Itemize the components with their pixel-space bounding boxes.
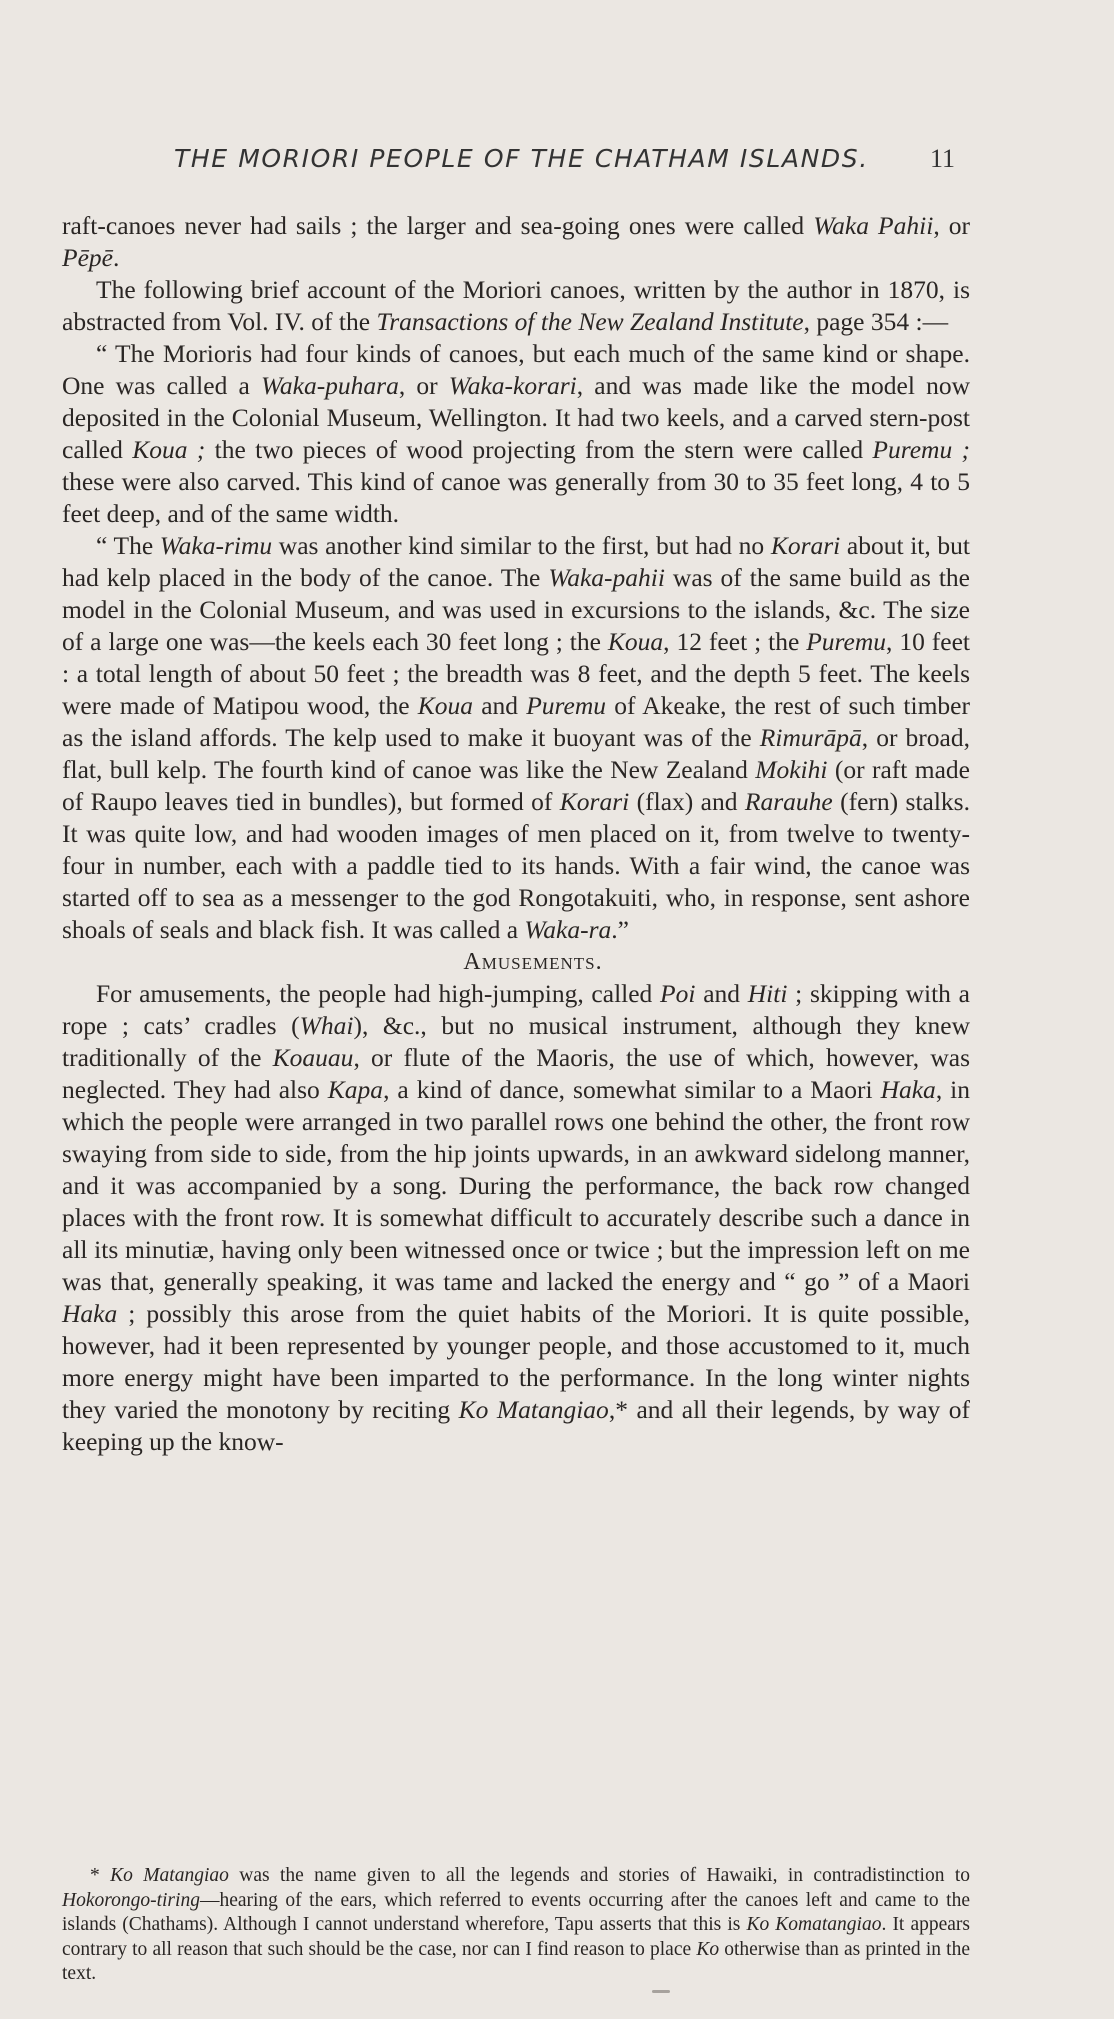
page-header <box>0 144 1114 180</box>
body-text <box>62 210 970 1458</box>
page-number: 11 <box>930 144 956 173</box>
running-title: THE MORIORI PEOPLE OF THE CHATHAM ISLANDS. <box>174 144 869 173</box>
section-heading: Amusements. <box>463 949 603 975</box>
ink-smudge <box>652 1990 670 1993</box>
footnote-text: * Ko Matangiao was the name given to all the legends and stories of Hawaiki, in contradistinction to Hokorongo-tiring—hearing of the ears, which referred to events occurring after the canoes left and came to the islands (Chathams). Although I cannot understand wherefore, Tapu asserts that this is Ko Komatangiao. It appears contrary to all reason that such should be the case, nor can I find reason to place Ko otherwise than as printed in the text. <box>62 1865 970 1984</box>
footnote <box>62 1864 970 1987</box>
paragraph-5: For amusements, the people had high-jumping, called Poi and Hiti ; skipping with a rope ; cats’ cradles (Whai), &c., but no musical instrument, although they knew traditionally of the Koauau, or flute of the Maoris, the use of which, however, was neglected. They had also Kapa, a kind of dance, somewhat similar to a Maori Haka, in which the people were arranged in two parallel rows one behind the other, the front row swaying from side to side, from the hip joints upwards, in an awkward sidelong manner, and it was accompanied by a song. During the performance, the back row changed places with the front row. It is somewhat difficult to accurately describe such a dance in all its minutiæ, having only been witnessed once or twice ; but the impression left on me was that, generally speaking, it was tame and lacked the energy and “ go ” of a Maori Haka ; possibly this arose from the quiet habits of the Moriori. It is quite possible, however, had it been represented by younger people, and those accustomed to it, much more energy might have been imparted to the performance. In the long winter nights they varied the monotony by reciting Ko Matangiao,* and all their legends, by way of keeping up the know- <box>62 979 971 1456</box>
paragraph-4: “ The Waka-rimu was another kind similar to the first, but had no Korari about it, but had kelp placed in the body of the canoe. The Waka-pahii was of the same build as the model in the Colonial Museum, and was used in excursions to the islands, &c. The size of a large one was—the keels each 30 feet long ; the Koua, 12 feet ; the Puremu, 10 feet : a total length of about 50 feet ; the breadth was 8 feet, and the depth 5 feet. The keels were made of Matipou wood, the Koua and Puremu of Akeake, the rest of such timber as the island affords. The kelp used to make it buoyant was of the Rimurāpā, or broad, flat, bull kelp. The fourth kind of canoe was like the New Zealand Mokihi (or raft made of Raupo leaves tied in bundles), but formed of Korari (flax) and Rarauhe (fern) stalks. It was quite low, and had wooden images of men placed on it, from twelve to twenty-four in number, each with a paddle tied to its hands. With a fair wind, the canoe was started off to sea as a messenger to the god Rongotakuiti, who, in response, sent ashore shoals of seals and black fish. It was called a Waka-ra.” <box>62 531 970 944</box>
paragraph-1: raft-canoes never had sails ; the larger and sea-going ones were called Waka Pahii, or Pēpē. <box>62 211 971 272</box>
paragraph-3: “ The Morioris had four kinds of canoes, but each much of the same kind or shape. One was called a Waka-puhara, or Waka-korari, and was made like the model now deposited in the Colonial Museum, Wellington. It had two keels, and a carved stern-post called Koua ; the two pieces of wood projecting from the stern were called Puremu ; these were also carved. This kind of canoe was generally from 30 to 35 feet long, 4 to 5 feet deep, and of the same width. <box>62 339 971 528</box>
paragraph-2: The following brief account of the Moriori canoes, written by the author in 1870, is abstracted from Vol. IV. of the Transactions of the New Zealand Institute, page 354 :— <box>62 275 970 336</box>
